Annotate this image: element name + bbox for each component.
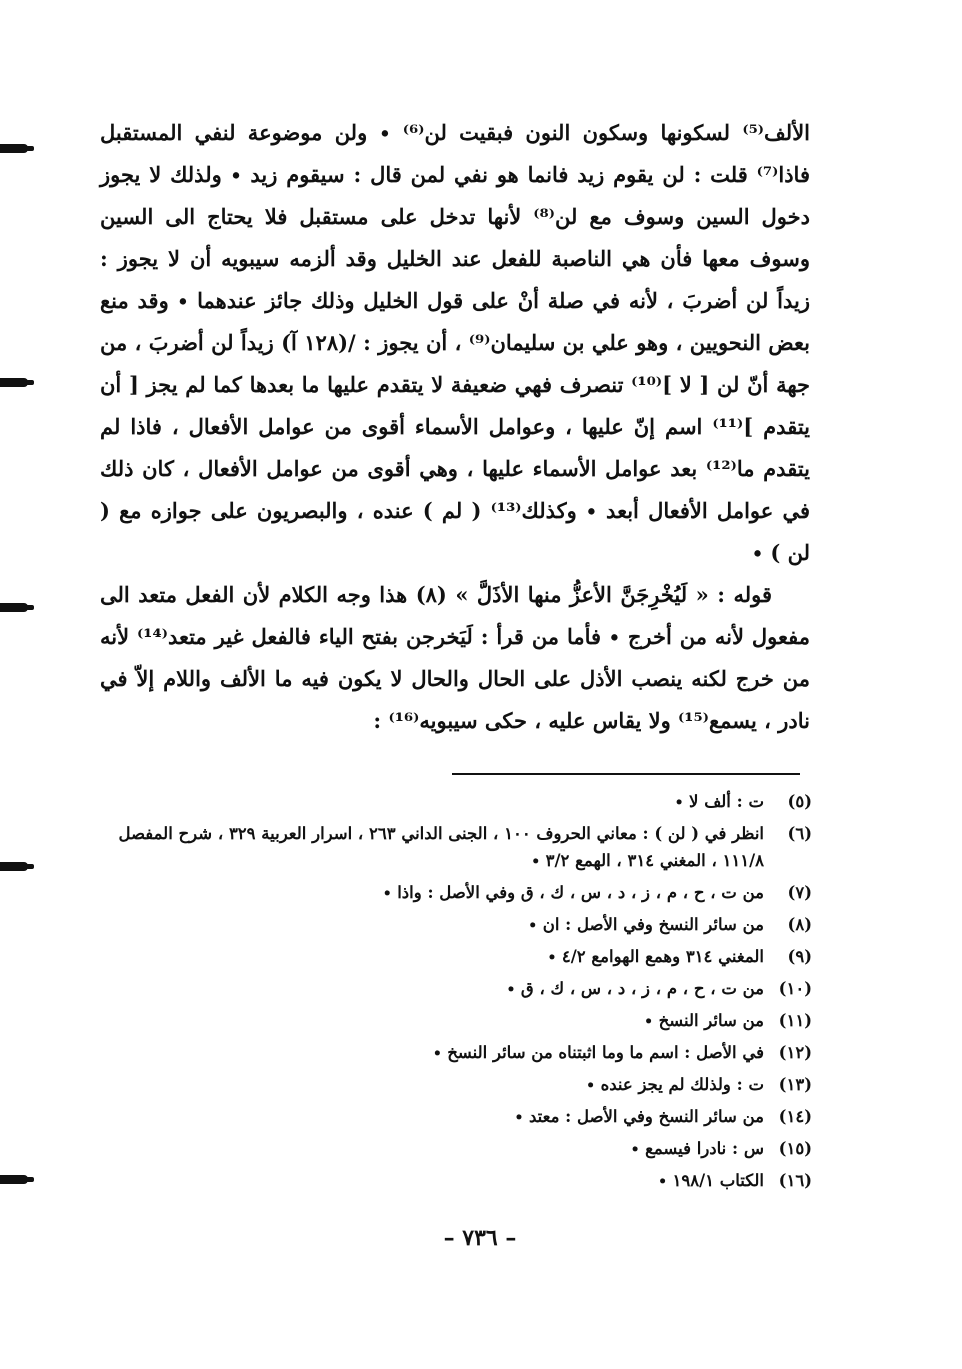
main-text [100,112,810,742]
footnote [100,943,812,970]
footnote-text: انظر في ( لن ) : معاني الحروف ١٠٠ ، الجنى الداني ٢٦٣ ، اسرار العربية ٣٢٩ ، شرح المفصل ١١١/٨ ، المغني ٣١٤ ، الهمع ٣/٢ ∙ [118,824,764,870]
text-line: غير متعد⁽¹⁴⁾ لأنه من خرج لكنه ينصب الأذل على الحال والحال لا يكون فيه ما [100,624,811,691]
text-line: من عوامل الأفعال ، كان ذلك في عوامل الأفعال أبعد ∙ وكذلك⁽¹³⁾ ( لم ) عنده ، [100,456,811,523]
footnote-number: (٩) [787,947,812,966]
text-line: الألف⁽⁵⁾ لسكونها وسكون النون فبقيت لن⁽⁶⁾ ∙ ولن موضوعة لنفي المستقبل [100,120,810,145]
footnote-text: الكتاب ١٩٨/١ ∙ [658,1171,764,1190]
footnote [100,1071,812,1098]
text-line: وسوف معها فأن هي الناصبة للفعل عند الخليل وقد ألزمه سيبويه أن لا يجوز : [100,246,810,271]
footnote [100,1039,812,1066]
footnote-divider [452,773,800,775]
footnote-number: (١٤) [778,1107,812,1126]
margin-mark [0,862,28,871]
footnote-number: (١٢) [778,1043,812,1062]
footnote-number: (٧) [787,883,812,902]
footnote-number: (١٠) [778,979,812,998]
footnote-text: من ت ، ح ، م ، ز ، د ، س ، ك ، ق وفي الأصل : واذا ∙ [382,883,764,902]
margin-mark [0,603,28,612]
margin-mark [0,1175,28,1184]
footnote [100,1135,812,1162]
footnote-text: المغني ٣١٤ وهمع الهوامع ٤/٢ ∙ [547,947,764,966]
footnote-number: (١١) [778,1011,812,1030]
text-line: والبصريون على جوازه مع ( لن ) ∙ [100,498,810,565]
margin-mark [0,144,28,153]
text-line: زيداً لن أضربَ ، لأنه في صلة أنْ على قول الخليل وذلك جائز عندهما ∙ وقد [137,288,810,313]
footnote [100,820,812,874]
page-number: – ٧٣٦ – [443,1225,517,1251]
paragraph-1 [100,112,810,574]
footnote-text: من ت ، ح ، م ، ز ، د ، س ، ك ، ق ∙ [506,979,764,998]
footnote [100,788,812,815]
footnote-text: من سائر النسخ وفي الأصل : ان ∙ [528,915,764,934]
text-line: لن أضربَ ، من جهة أنّ لن [ لا ]⁽¹⁰⁾ تنصرف فهي ضعيفة لا يتقدم عليها [100,330,810,397]
footnote-number: (٥) [787,792,812,811]
footnote-text: ت : ولذلك لم يجز عنده ∙ [586,1075,764,1094]
paragraph-2 [100,574,810,742]
footnote-number: (٦) [787,824,812,843]
text-line: منع بعض النحويين ، وهو علي بن سليمان⁽⁹⁾ ، أن يجوز : /(١٢٨ آ) زيداً [100,288,810,355]
footnote [100,911,812,938]
footnote-text: من سائر النسخ وفي الأصل : معتد ∙ [514,1107,764,1126]
footnote [100,1167,812,1194]
margin-mark [0,378,28,387]
text-line: الفعل متعد الى مفعول لأنه من أخرج ∙ فأما من قرأ : لَيَخرجن بفتح الياء فالفعل [100,582,811,649]
footnote-number: (١٦) [778,1171,812,1190]
footnote-text: في الأصل : اسم ما وما اثبتناه من سائر النسخ ∙ [432,1043,764,1062]
footnote [100,1103,812,1130]
text-line: فاذا⁽⁷⁾ قلت : لن يقوم زيد فانما هو نفي لمن قال : سيقوم زيد ∙ ولذلك لا يجوز [100,162,810,187]
footnotes [100,788,812,1199]
footnote-text: س : نادرا فيسمع ∙ [630,1139,764,1158]
footnote-number: (١٣) [778,1075,812,1094]
footnote-number: (١٥) [778,1139,812,1158]
footnote [100,879,812,906]
text-line: قوله : « لَيُخْرِجَنَّ الأعزُّ منها الأذَلَّ » (٨) هذا وجه الكلام لأن [242,582,772,607]
footnote [100,1007,812,1034]
text-line: الألف واللام إلاّ في نادر ، يسمع⁽¹⁵⁾ ولا يقاس عليه ، حكى سيبويه⁽¹⁶⁾ : [100,666,810,733]
footnote-text: من سائر النسخ ∙ [644,1011,764,1030]
footnote-text: ت : ألف لا ∙ [674,792,764,811]
text-line: من عوامل الأفعال ، فاذا لم يتقدم ما⁽¹²⁾ بعد عوامل الأسماء عليها ، وهي أقوى [100,414,810,481]
text-line: دخول السين وسوف مع لن⁽⁸⁾ لأنها تدخل على مستقبل فلا يحتاج الى السين [100,204,810,229]
footnote [100,975,812,1002]
text-line: ما بعدها كما لم يجز [ أن يتقدم ]⁽¹¹⁾ اسم إنّ عليها ، وعوامل الأسماء أقوى [100,372,810,439]
footnote-number: (٨) [787,915,812,934]
